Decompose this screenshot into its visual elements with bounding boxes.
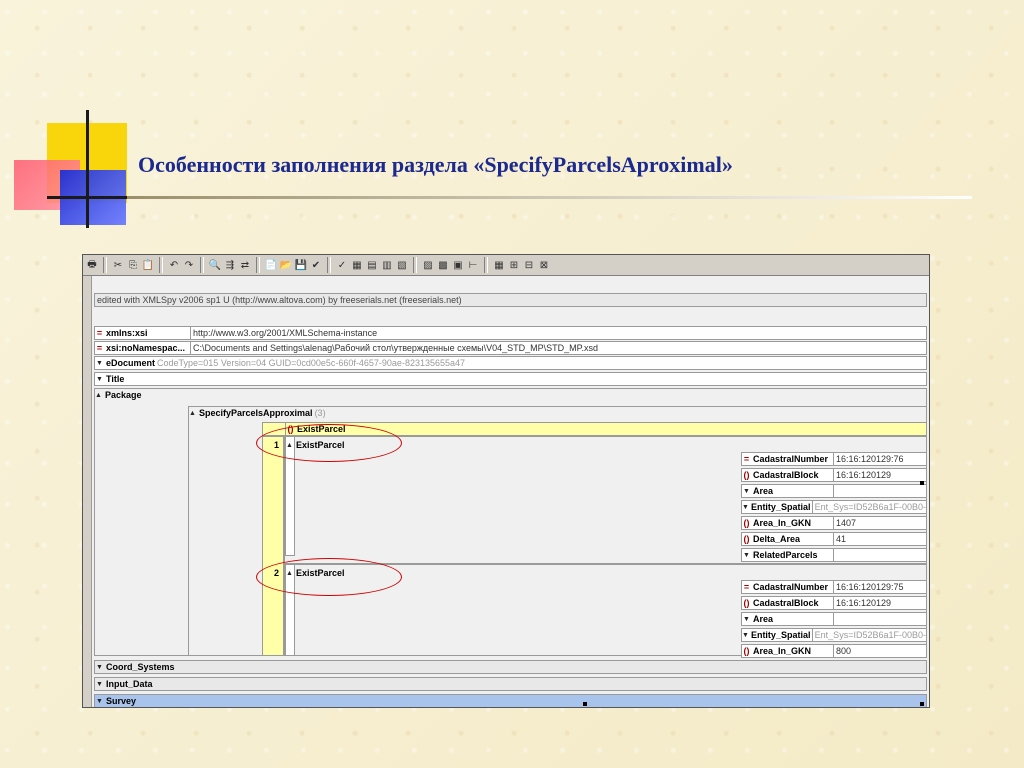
save-icon[interactable]: 💾: [294, 259, 308, 271]
add-child-icon[interactable]: ⊠: [539, 259, 549, 271]
field-name: Area: [753, 614, 774, 624]
element-name: ExistParcel: [297, 424, 346, 434]
collapse-icon[interactable]: ▲: [189, 409, 196, 417]
view-icon[interactable]: ▣: [453, 259, 463, 271]
element-icon: (): [743, 598, 750, 608]
field-row[interactable]: [741, 500, 927, 514]
grid-view: [92, 276, 929, 707]
attr-row-xmlns[interactable]: [94, 326, 927, 340]
attr-value: http://www.w3.org/2001/XMLSchema-instance: [193, 328, 378, 338]
element-name: SpecifyParcelsApproximal: [199, 408, 313, 418]
append-icon[interactable]: ⊞: [509, 259, 519, 271]
expand-icon: ▼: [742, 631, 749, 639]
validate-icon[interactable]: ✓: [337, 259, 347, 271]
resize-handle[interactable]: [920, 702, 924, 706]
toolbar-separator: [256, 257, 260, 273]
attr-value: C:\Documents and Settings\alenag\Рабочий стол\утвержденные схемы\V04_STD_MP\STD_MP.xsd: [193, 343, 599, 353]
element-count: (3): [314, 408, 326, 418]
toolbar-separator: [159, 257, 163, 273]
check-icon[interactable]: ✔: [311, 259, 321, 271]
field-value: 800: [836, 646, 852, 656]
element-value: CodeType=015 Version=04 GUID=0cd00e5c-660f-4657-90ae-823135655a47: [157, 358, 466, 368]
redo-icon[interactable]: ↷: [184, 259, 194, 271]
field-value: Ent_Sys=ID52B6a1F-00B0-: [814, 630, 926, 640]
find-next-icon[interactable]: ⇶: [225, 259, 235, 271]
specify-row[interactable]: [188, 406, 368, 420]
field-name: Delta_Area: [753, 534, 801, 544]
field-row[interactable]: [741, 468, 927, 482]
collapse-icon[interactable]: ▲: [286, 441, 293, 449]
field-row[interactable]: [741, 532, 927, 546]
insert-icon[interactable]: ⊟: [524, 259, 534, 271]
element-icon: (): [743, 646, 750, 656]
table-icon[interactable]: ▥: [382, 259, 392, 271]
field-row[interactable]: [741, 580, 927, 594]
attr-name: xsi:noNamespac...: [106, 343, 186, 353]
field-name: CadastralNumber: [753, 454, 829, 464]
field-value: Ent_Sys=ID52B6a1F-00B0-: [814, 502, 926, 512]
field-value: 41: [836, 534, 847, 544]
schema-icon[interactable]: ▨: [423, 259, 433, 271]
toolbar-separator: [103, 257, 107, 273]
annotation-oval-2: [256, 558, 402, 596]
grid-view-icon[interactable]: ▦: [352, 259, 362, 271]
coord-systems-row[interactable]: ▼ Coord_Systems: [94, 660, 927, 674]
field-name: Area_In_GKN: [753, 646, 812, 656]
xmlspy-window: [82, 254, 930, 708]
toolbar-separator: [413, 257, 417, 273]
slide-title: Особенности заполнения раздела «SpecifyParcelsAproximal»: [138, 152, 733, 177]
parcel-index-1[interactable]: 1: [274, 440, 280, 450]
expand-icon[interactable]: ▼: [96, 697, 103, 705]
toolbar: [83, 255, 929, 276]
field-row[interactable]: [741, 612, 927, 626]
expand-icon: ▼: [743, 615, 750, 623]
collapse-icon[interactable]: ▲: [95, 391, 102, 399]
annotation-oval-1: [256, 424, 402, 462]
field-value: 1407: [836, 518, 857, 528]
collapse-icon[interactable]: ▼: [96, 359, 103, 367]
field-value: 16:16:120129: [836, 598, 892, 608]
field-name: CadastralBlock: [753, 470, 819, 480]
field-row[interactable]: [741, 548, 927, 562]
attr-name: xmlns:xsi: [106, 328, 148, 338]
attribute-icon: =: [96, 343, 103, 353]
expand-icon: ▼: [742, 503, 749, 511]
package-row[interactable]: [94, 388, 184, 402]
element-name: Package: [105, 390, 142, 400]
field-name: Area: [753, 486, 774, 496]
element-icon: (): [743, 470, 750, 480]
collapse-icon[interactable]: ▲: [286, 569, 293, 577]
resize-handle[interactable]: [583, 702, 587, 706]
paste-icon[interactable]: 📋: [141, 259, 155, 271]
comment-row[interactable]: [94, 293, 927, 307]
resize-handle[interactable]: [920, 481, 924, 485]
edocument-row[interactable]: [94, 356, 927, 370]
toolbar-separator: [327, 257, 331, 273]
parcel-index-2[interactable]: 2: [274, 568, 280, 578]
title-row[interactable]: [94, 372, 927, 386]
element-icon: (): [743, 534, 750, 544]
field-row[interactable]: [741, 484, 927, 498]
field-row[interactable]: [741, 644, 927, 658]
element-name: Title: [106, 374, 125, 384]
new-icon[interactable]: 📄: [264, 259, 278, 271]
field-name: Entity_Spatial: [750, 630, 811, 640]
survey-row[interactable]: ▼ Survey: [94, 694, 927, 708]
undo-icon[interactable]: ↶: [169, 259, 179, 271]
attribute-icon: =: [96, 328, 103, 338]
field-name: CadastralNumber: [753, 582, 829, 592]
toolbar-separator: [200, 257, 204, 273]
field-name: Entity_Spatial: [750, 502, 811, 512]
element-name: eDocument: [106, 358, 156, 368]
field-value: 16:16:120129:76: [836, 454, 904, 464]
field-value: 16:16:120129:75: [836, 582, 904, 592]
field-row[interactable]: [741, 516, 927, 530]
index-column: [262, 436, 284, 656]
field-row[interactable]: [741, 628, 927, 642]
table-insert-icon[interactable]: ▦: [494, 259, 504, 271]
print-icon[interactable]: 🖶: [87, 258, 97, 270]
attribute-icon: =: [743, 582, 750, 592]
field-name: RelatedParcels: [753, 550, 818, 560]
comment-text: edited with XMLSpy v2006 sp1 U (http://www.altova.com) by freeserials.net (freeserials.net): [97, 295, 462, 305]
title-underline: [47, 196, 972, 199]
open-icon[interactable]: 📂: [279, 259, 293, 271]
tree-icon[interactable]: ▧: [397, 259, 407, 271]
field-row[interactable]: [741, 596, 927, 610]
field-value: 16:16:120129: [836, 470, 892, 480]
input-data-row[interactable]: ▼ Input_Data: [94, 677, 927, 691]
field-name: CadastralBlock: [753, 598, 819, 608]
element-icon: (): [743, 518, 750, 528]
expand-icon[interactable]: ▼: [96, 680, 103, 688]
expand-icon[interactable]: ▼: [96, 663, 103, 671]
expand-icon: ▼: [743, 551, 750, 559]
xslt-icon[interactable]: ▩: [438, 259, 448, 271]
expand-icon: ▼: [743, 487, 750, 495]
copy-icon[interactable]: ⎘: [129, 259, 137, 271]
element-icon: (): [287, 424, 294, 434]
logo-vertical-line: [86, 110, 89, 228]
attribute-icon: =: [743, 454, 750, 464]
element-name: ExistParcel: [296, 568, 345, 578]
field-name: Area_In_GKN: [753, 518, 812, 528]
text-view-icon[interactable]: ▤: [367, 259, 377, 271]
replace-icon[interactable]: ⇄: [240, 259, 250, 271]
toolbar-separator: [484, 257, 488, 273]
expand-icon[interactable]: ▼: [96, 375, 103, 383]
field-row[interactable]: [741, 452, 927, 466]
left-gutter: [83, 276, 92, 707]
element-name: ExistParcel: [296, 440, 345, 450]
find-icon[interactable]: 🔍: [208, 259, 222, 271]
attr-row-nonamespace[interactable]: [94, 341, 927, 355]
cut-icon[interactable]: ✂: [113, 259, 123, 271]
column-icon[interactable]: ⊢: [468, 259, 478, 271]
